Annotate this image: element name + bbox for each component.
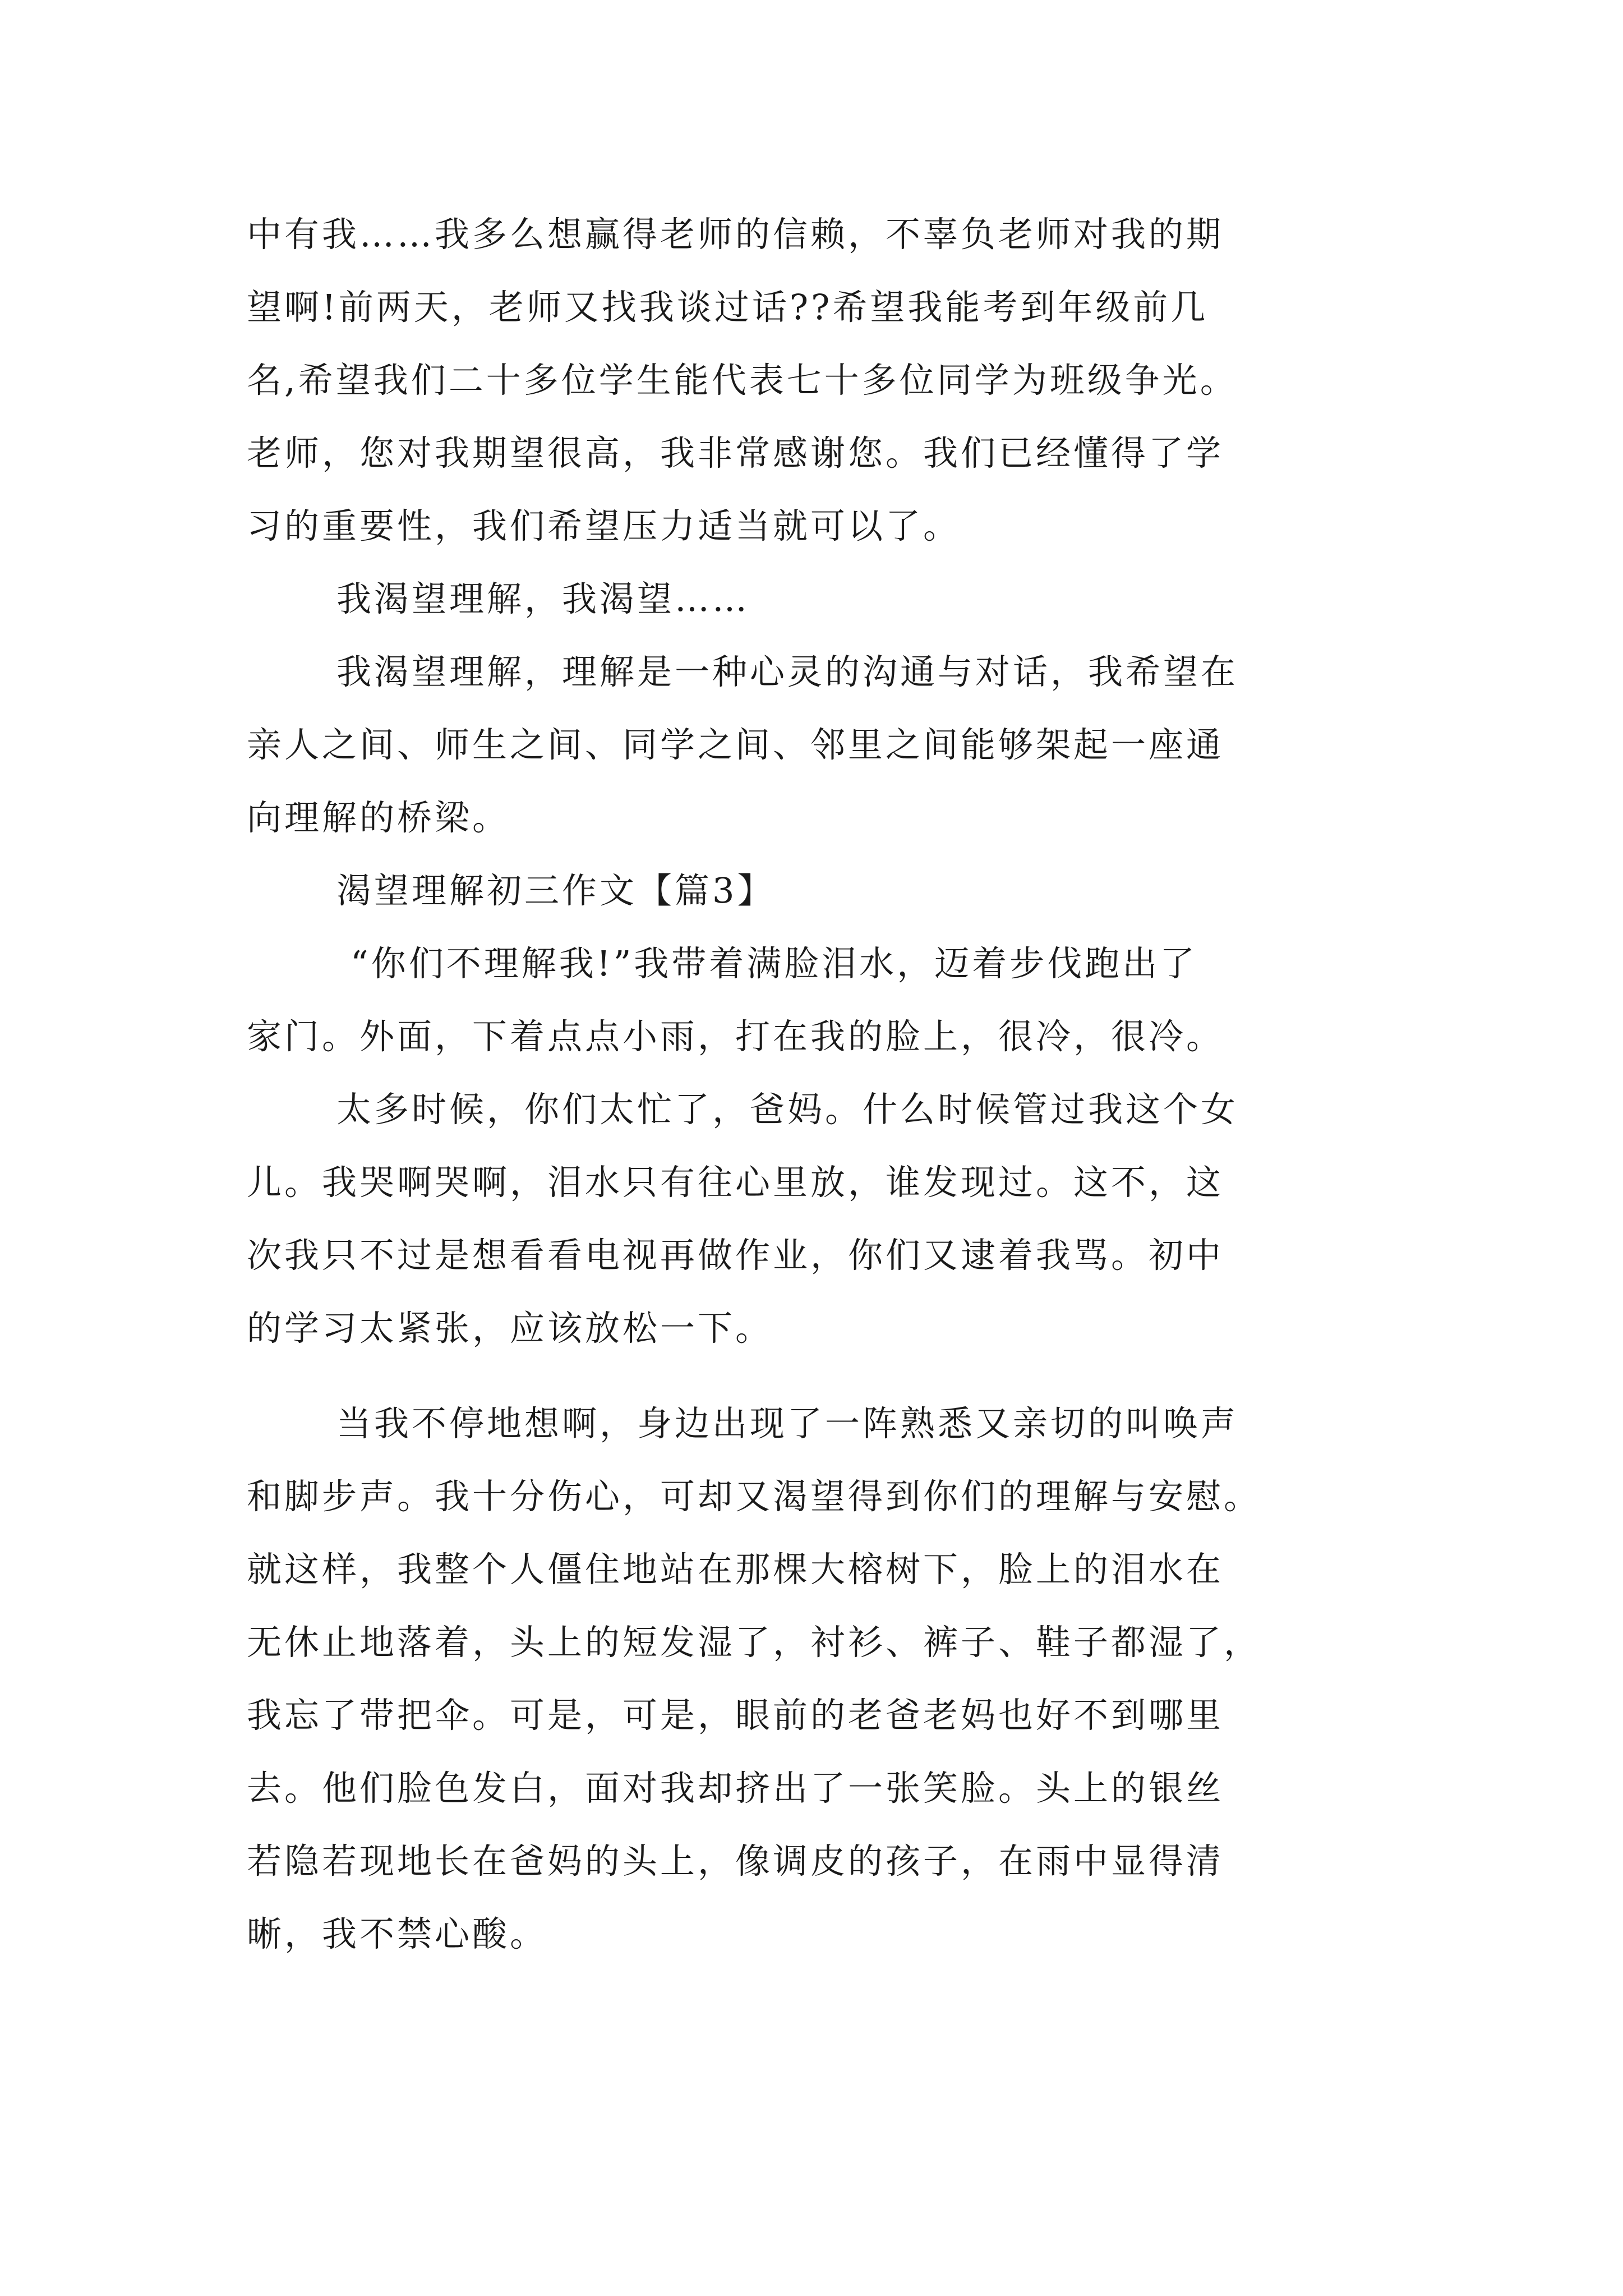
text-line: 次我只不过是想看看电视再做作业，你们又逮着我骂。初中 <box>247 1235 1224 1276</box>
text-line: 我渴望理解，理解是一种心灵的沟通与对话，我希望在 <box>336 651 1239 692</box>
text-line: 名,希望我们二十多位学生能代表七十多位同学为班级争光。 <box>247 360 1238 401</box>
text-line: 去。他们脸色发白，面对我却挤出了一张笑脸。头上的银丝 <box>247 1768 1224 1809</box>
text-line: 向理解的桥梁。 <box>247 797 510 838</box>
text-line: 亲人之间、师生之间、同学之间、邻里之间能够架起一座通 <box>247 724 1224 765</box>
text-line: 太多时候，你们太忙了，爸妈。什么时候管过我这个女 <box>336 1089 1239 1130</box>
section-heading: 渴望理解初三作文【篇3】 <box>336 870 775 911</box>
text-line: 习的重要性，我们希望压力适当就可以了。 <box>247 505 961 546</box>
text-line: “你们不理解我!”我带着满脸泪水，迈着步伐跑出了 <box>351 943 1198 984</box>
text-line: 就这样，我整个人僵住地站在那棵大榕树下，脸上的泪水在 <box>247 1549 1224 1590</box>
text-line: 的学习太紧张，应该放松一下。 <box>247 1308 773 1349</box>
text-line: 无休止地落着，头上的短发湿了，衬衫、裤子、鞋子都湿了， <box>247 1622 1262 1663</box>
text-line: 我忘了带把伞。可是，可是，眼前的老爸老妈也好不到哪里 <box>247 1695 1224 1736</box>
text-line: 家门。外面，下着点点小雨，打在我的脸上，很冷，很冷。 <box>247 1016 1224 1057</box>
text-line: 当我不停地想啊，身边出现了一阵熟悉又亲切的叫唤声 <box>336 1403 1239 1444</box>
text-line: 和脚步声。我十分伤心，可却又渴望得到你们的理解与安慰。 <box>247 1476 1262 1517</box>
text-line: 儿。我哭啊哭啊，泪水只有往心里放，谁发现过。这不，这 <box>247 1162 1224 1203</box>
text-line: 我渴望理解，我渴望…… <box>336 578 750 619</box>
text-line: 若隐若现地长在爸妈的头上，像调皮的孩子，在雨中显得清 <box>247 1841 1224 1881</box>
text-line: 晰，我不禁心酸。 <box>247 1913 548 1954</box>
text-line: 老师，您对我期望很高，我非常感谢您。我们已经懂得了学 <box>247 432 1224 473</box>
text-line: 望啊!前两天，老师又找我谈过话??希望我能考到年级前几 <box>247 287 1209 328</box>
text-line: 中有我……我多么想赢得老师的信赖，不辜负老师对我的期 <box>247 214 1224 255</box>
